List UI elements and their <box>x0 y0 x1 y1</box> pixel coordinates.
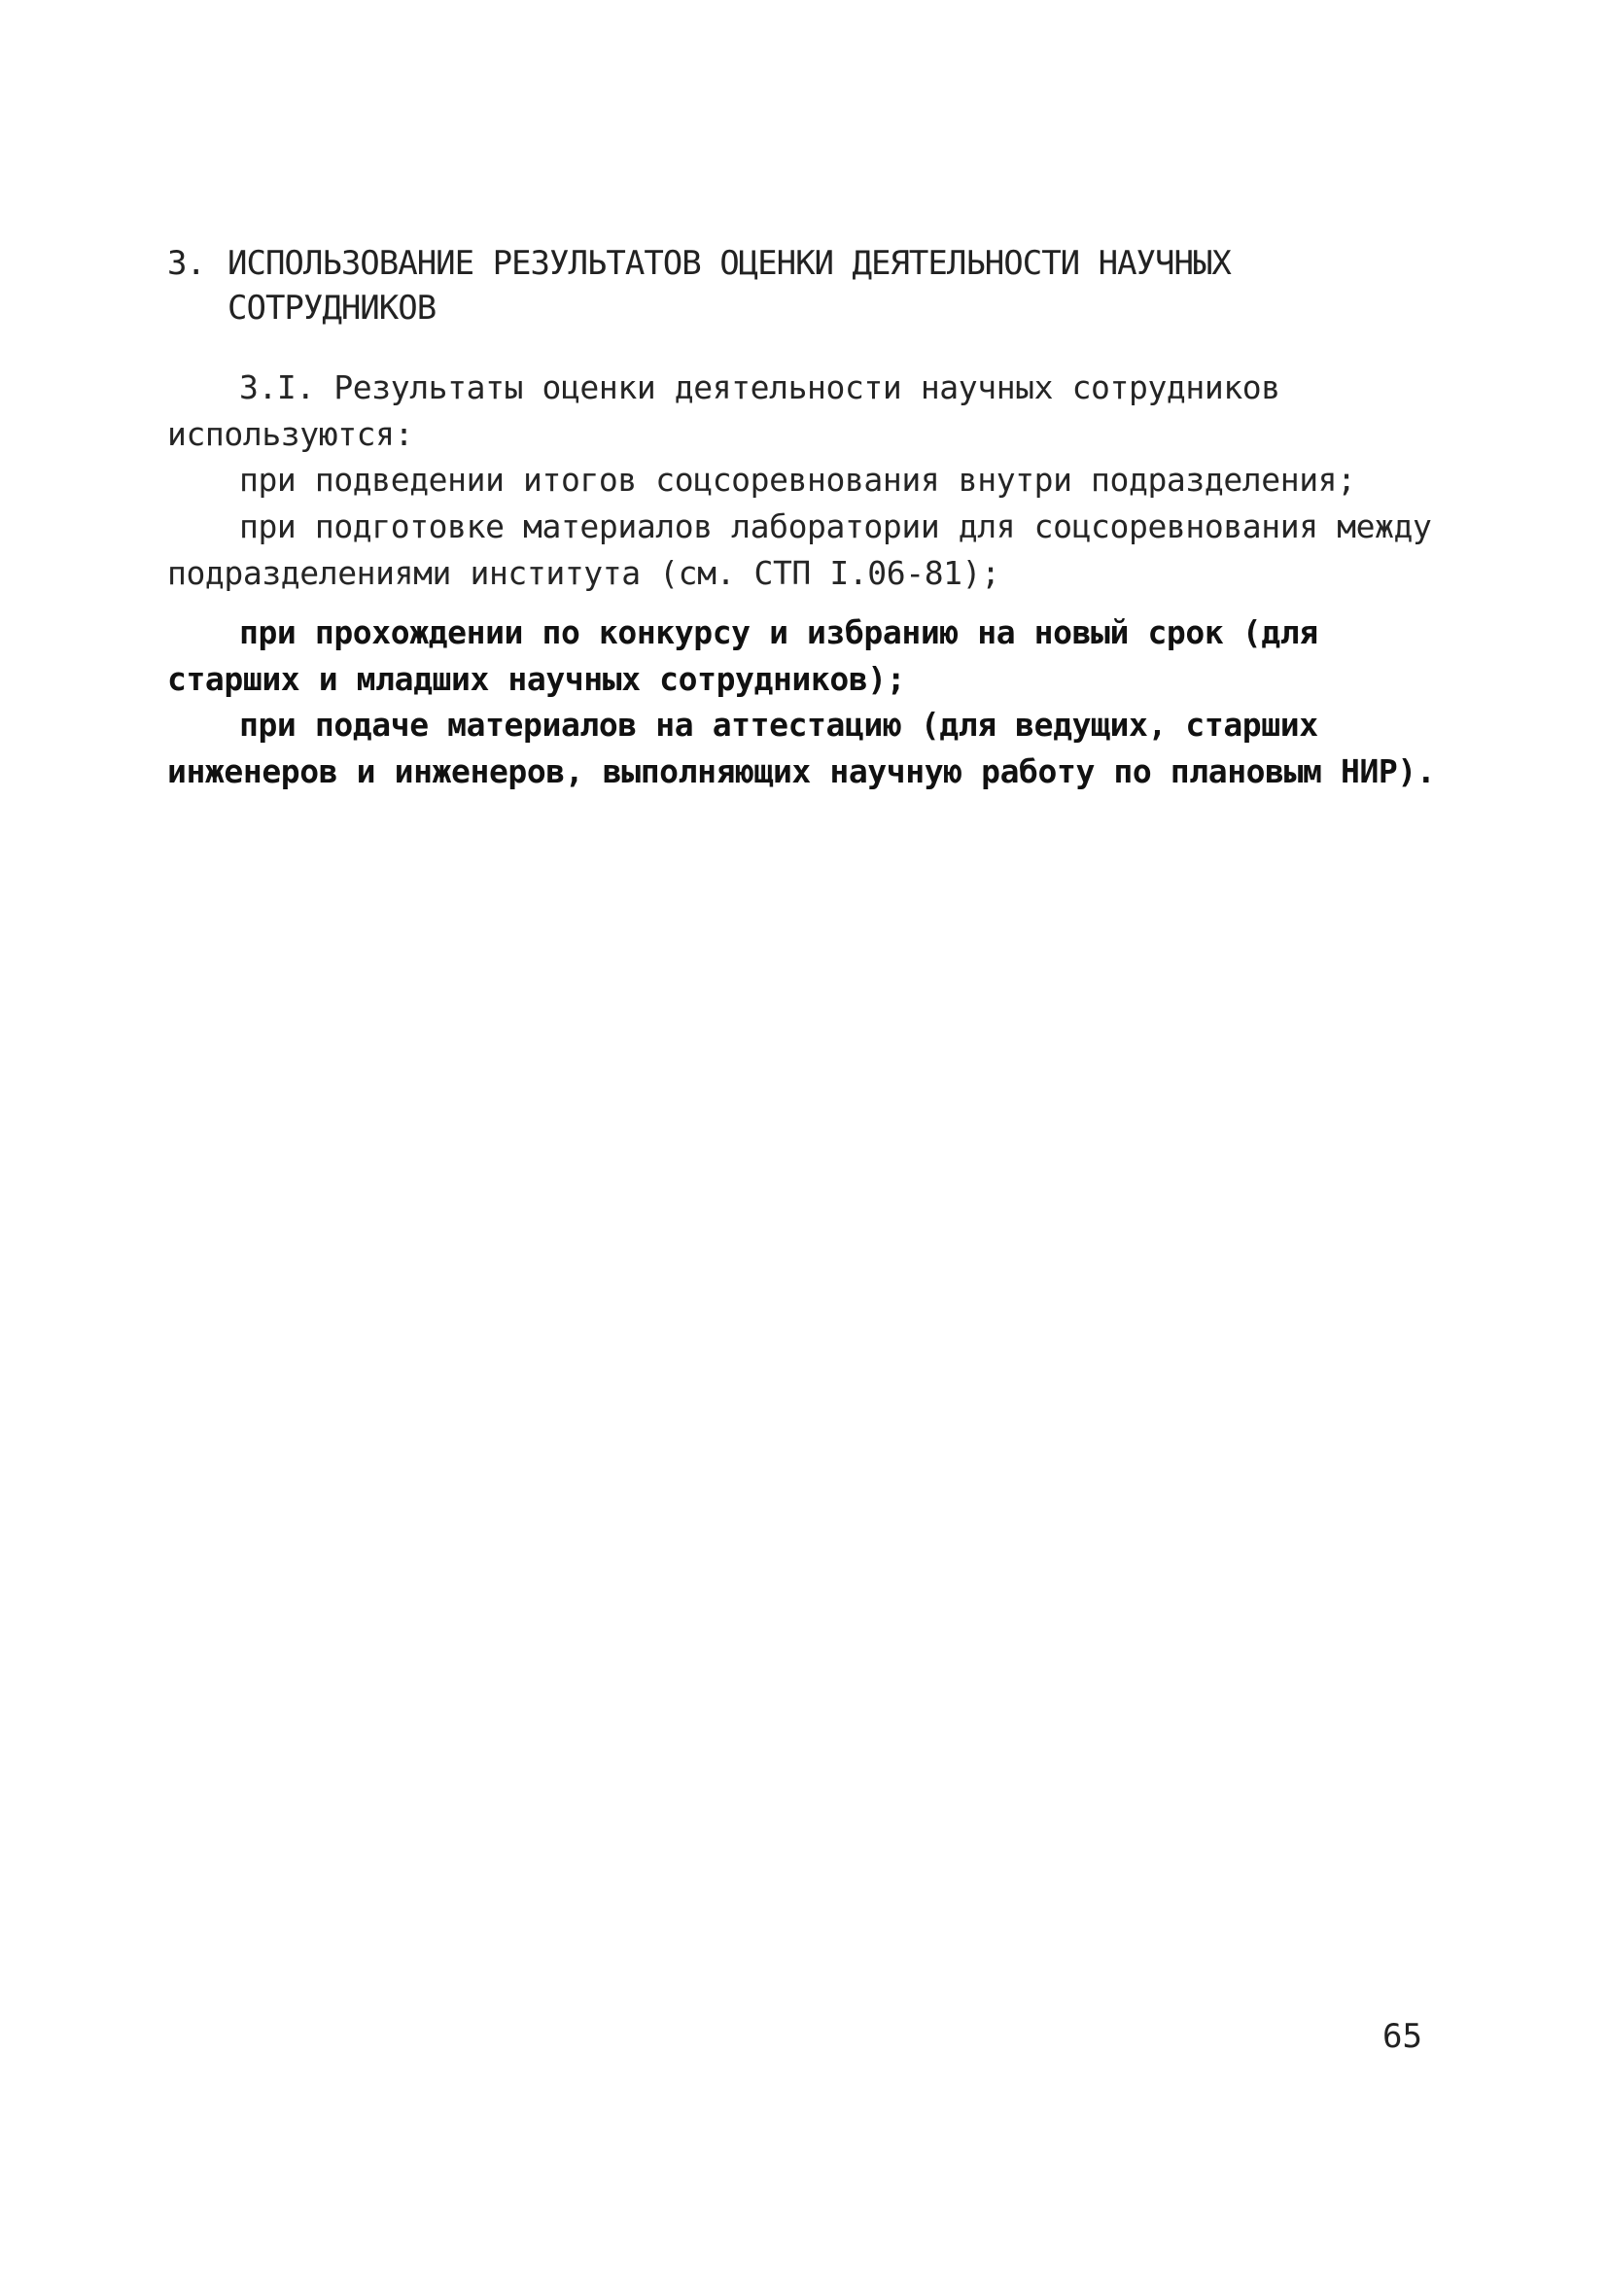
page-number: 65 <box>1382 2017 1422 2056</box>
paragraph-3-1: 3.I. Результаты оценки деятельности научных сотрудников используются: <box>167 368 1280 453</box>
list-item-subdivision-competition: при подведении итогов соцсоревнования внутри подразделения; <box>239 461 1356 499</box>
section-title-line1: ИСПОЛЬЗОВАНИЕ РЕЗУЛЬТАТОВ ОЦЕНКИ ДЕЯТЕЛЬНОСТИ НАУЧНЫХ <box>227 244 1231 283</box>
list-item-attestation: при подаче материалов на аттестацию (для ведущих, старших инженеров и инженеров, выполняющих научную работу по плановым НИР). <box>167 706 1436 790</box>
section-heading <box>167 241 1451 330</box>
section-title-line2: СОТРУДНИКОВ <box>227 289 437 328</box>
list-item-competition-election: при прохождении по конкурсу и избранию на новый срок (для старших и младших научных сотрудников); <box>167 613 1318 698</box>
section-number: 3. <box>167 244 205 283</box>
list-item-institute-competition: при подготовке материалов лаборатории для соцсоревнования между подразделениями института (см. СТП I.06-81); <box>167 507 1432 592</box>
